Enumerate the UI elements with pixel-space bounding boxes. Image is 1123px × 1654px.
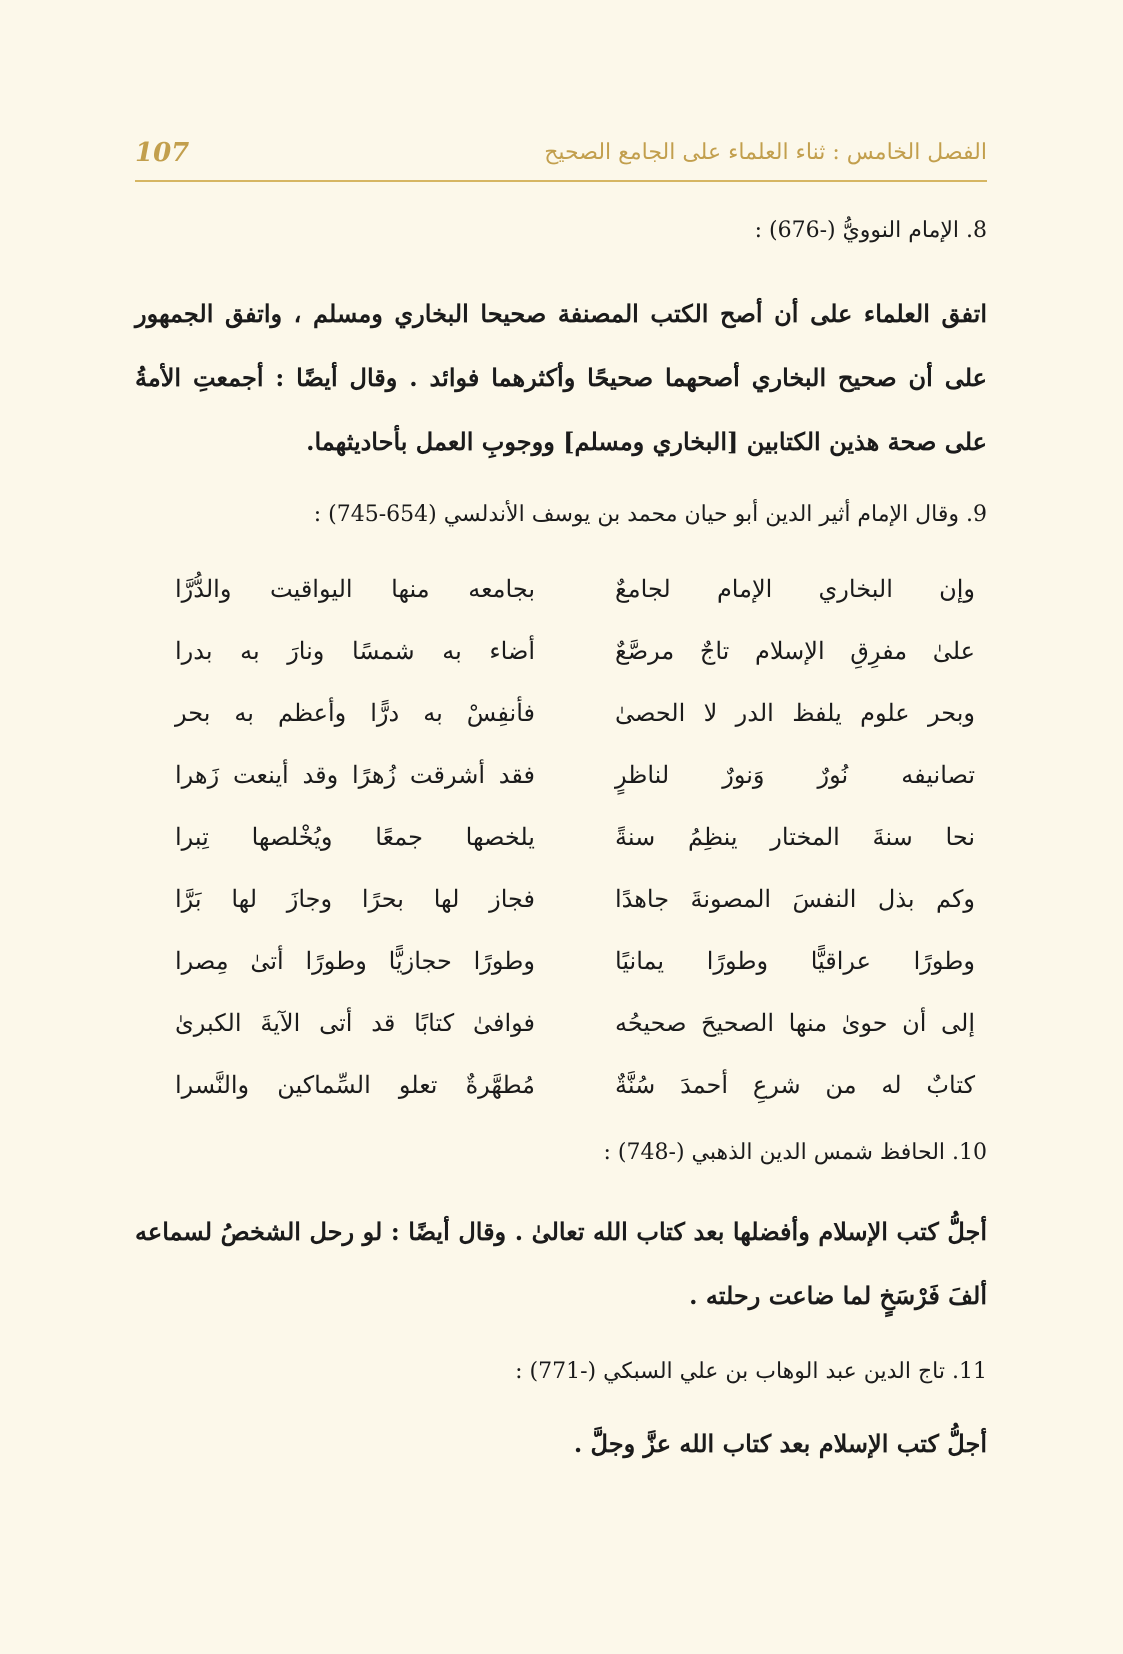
poem-verse (135, 1063, 987, 1125)
section-11-heading: 11. تاج الدين عبد الوهاب بن علي السبكي (-771) : (515, 1359, 987, 1384)
section-11-quote: أجلُّ كتب الإسلام بعد كتاب الله عزَّ وجلَّ . (573, 1429, 987, 1458)
poem-second-hemistich: بجامعه منها اليواقيت والدُّرَّا (175, 575, 535, 603)
poem-second-hemistich: وطورًا حجازيًّا وطورًا أتىٰ مِصرا (175, 947, 535, 975)
poem-verse (135, 939, 987, 1001)
poem-second-hemistich: فقد أشرقت زُهرًا وقد أينعت زَهرا (175, 761, 535, 789)
poem-verse (135, 567, 987, 629)
poem-first-hemistich: وطورًا عراقيًّا وطورًا يمانيًا (615, 947, 975, 975)
poem-verse (135, 815, 987, 877)
poem-first-hemistich: وكم بذل النفسَ المصونةَ جاهدًا (615, 885, 975, 913)
poem-verse (135, 753, 987, 815)
section-10-heading: 10. الحافظ شمس الدين الذهبي (-748) : (603, 1140, 987, 1165)
poem-second-hemistich: أضاء به شمسًا ونارَ به بدرا (175, 637, 535, 665)
poem-first-hemistich: تصانيفه نُورٌ وَنورٌ لناظرٍ (615, 761, 975, 789)
poem-first-hemistich: علىٰ مفرِقِ الإسلام تاجٌ مرصَّعٌ (615, 637, 975, 665)
running-header (135, 130, 987, 182)
poem-verse (135, 877, 987, 939)
section-10-quote: أجلُّ كتب الإسلام وأفضلها بعد كتاب الله تعالىٰ . وقال أيضًا : لو رحل الشخصُ لسماعه ألفَ فَرْسَخٍ لما ضاعت رحلته . (135, 1217, 987, 1310)
poem-verse (135, 629, 987, 691)
poem-first-hemistich: وبحر علوم يلفظ الدر لا الحصىٰ (615, 699, 975, 727)
poem-second-hemistich: يلخصها جمعًا ويُخْلصها تِبرا (175, 823, 535, 851)
poem-verse (135, 691, 987, 753)
section-8-quote: اتفق العلماء على أن أصح الكتب المصنفة صحيحا البخاري ومسلم ، واتفق الجمهور على أن صحيح البخاري أصحهما صحيحًا وأكثرهما فوائد . وقال أيضًا : أجمعتِ الأمةُ على صحة هذين الكتابين [البخاري ومسلم] ووجوبِ العمل بأحاديثهما. (135, 299, 988, 456)
poem-second-hemistich: مُطهَّرةٌ تعلو السِّماكين والنَّسرا (175, 1071, 535, 1099)
section-9-heading: 9. وقال الإمام أثير الدين أبو حيان محمد بن يوسف الأندلسي (654-745) : (313, 502, 987, 527)
chapter-title: الفصل الخامس : ثناء العلماء على الجامع الصحيح (544, 140, 987, 165)
poem-second-hemistich: فأنفِسْ به درًّا وأعظم به بحر (175, 699, 535, 727)
poem-first-hemistich: وإن البخاري الإمام لجامعٌ (615, 575, 975, 603)
poem-first-hemistich: إلى أن حوىٰ منها الصحيحَ صحيحُه (615, 1009, 975, 1037)
poem-verse (135, 1001, 987, 1063)
page-number: 107 (135, 138, 190, 168)
poem-first-hemistich: نحا سنةَ المختار ينظِمُ سنةً (615, 823, 975, 851)
poem (135, 567, 987, 1125)
poem-second-hemistich: فجاز لها بحرًا وجازَ لها بَرَّا (175, 885, 535, 913)
section-8-heading: 8. الإمام النوويُّ (-676) : (754, 218, 987, 243)
poem-first-hemistich: كتابٌ له من شرعِ أحمدَ سُنَّةٌ (615, 1071, 975, 1099)
poem-second-hemistich: فوافىٰ كتابًا قد أتى الآيةَ الكبرىٰ (175, 1009, 535, 1037)
